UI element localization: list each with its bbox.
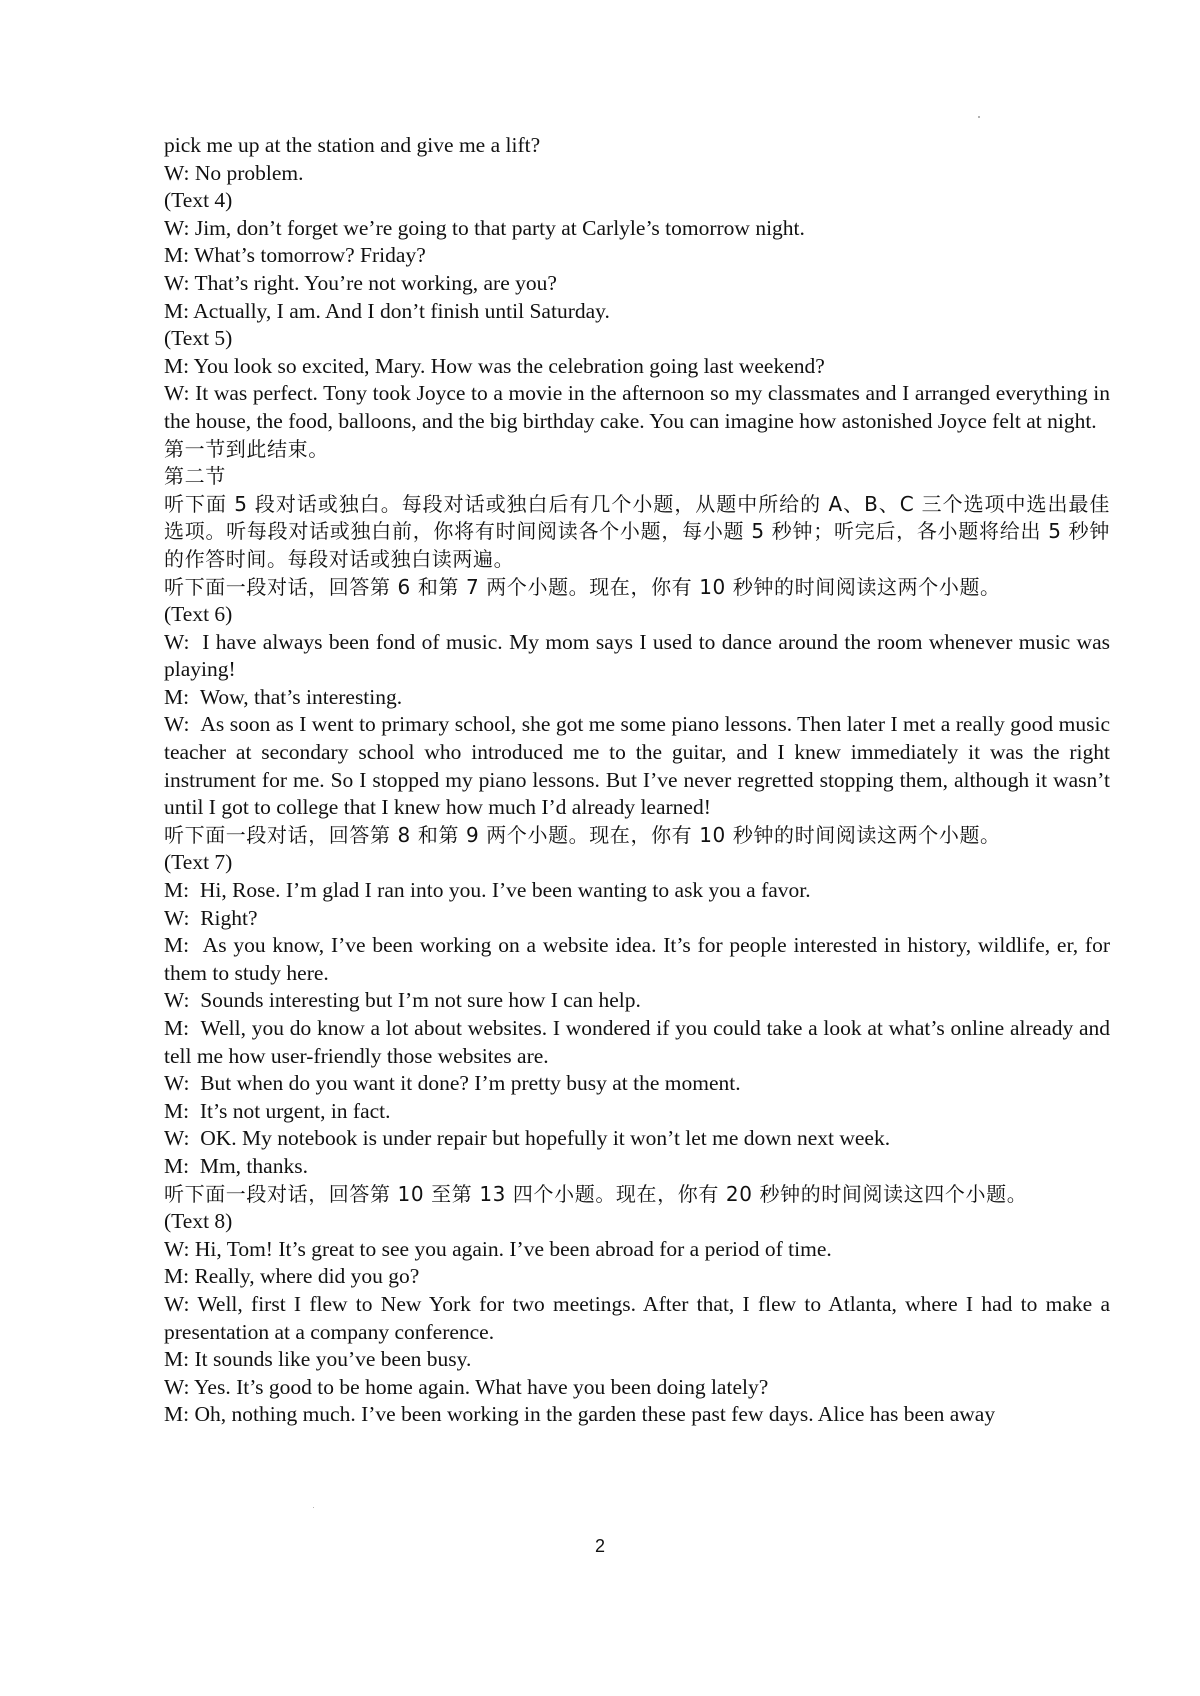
instruction-paragraph: 第一节到此结束。 <box>164 436 329 461</box>
transcript-line: M: You look so excited, Mary. How was the celebration going last weekend? <box>164 353 825 378</box>
transcript-line: W: Hi, Tom! It’s great to see you again. I’ve been abroad for a period of time. <box>164 1236 832 1261</box>
transcript-line: M: What’s tomorrow? Friday? <box>164 243 426 268</box>
transcript-line: W: Yes. It’s good to be home again. What have you been doing lately? <box>164 1374 769 1399</box>
transcript-line: M: Hi, Rose. I’m glad I ran into you. I’ve been wanting to ask you a favor. <box>164 878 811 903</box>
transcript-line: W: But when do you want it done? I’m pretty busy at the moment. <box>164 1071 741 1096</box>
transcript-line: M: Mm, thanks. <box>164 1153 308 1178</box>
scan-speck <box>313 1507 314 1508</box>
transcript-line: M: Well, you do know a lot about websites. I wondered if you could take a look at what’s online already and tell me how user-friendly those websites are. <box>164 1016 1110 1068</box>
transcript-line: M: As you know, I’ve been working on a website idea. It’s for people interested in history, wildlife, er, for them to study here. <box>164 933 1110 985</box>
transcript-line: M: Oh, nothing much. I’ve been working in the garden these past few days. Alice has been away <box>164 1402 996 1427</box>
transcript-line: W: Sounds interesting but I’m not sure how I can help. <box>164 988 641 1013</box>
transcript-line: W: Jim, don’t forget we’re going to that party at Carlyle’s tomorrow night. <box>164 215 805 240</box>
transcript-line: M: Wow, that’s interesting. <box>164 684 403 709</box>
scan-speck <box>978 116 980 118</box>
transcript-line: W: Right? <box>164 905 258 930</box>
transcript-line: W: I have always been fond of music. My mom says I used to dance around the room whenever music was playing! <box>164 629 1110 682</box>
transcript-line: W: Well, first I flew to New York for two meetings. After that, I flew to Atlanta, where I had to make a presentation at a company conference. <box>164 1291 1110 1344</box>
instruction-paragraph: 听下面 5 段对话或独白。每段对话或独白后有几个小题，从题中所给的 A、B、C 三个选项中选出最佳选项。听每段对话或独白前，你将有时间阅读各个小题，每小题 5 秒钟；听完后，各小题将给出 5 秒钟的作答时间。每段对话或独白读两遍。 <box>164 491 1110 571</box>
transcript-line: W: As soon as I went to primary school, she got me some piano lessons. Then later I met a really good music teacher at secondary school who introduced me to the guitar, and I knew immediately it was the right instrument for me. So I stopped my piano lessons. But I’ve never regretted stopping them, although it wasn’t until I got to college that I knew how much I’d already learned! <box>164 712 1110 820</box>
transcript-line: W: No problem. <box>164 160 304 185</box>
page-number: 2 <box>594 1536 605 1556</box>
instruction-paragraph: 听下面一段对话，回答第 6 和第 7 两个小题。现在，你有 10 秒钟的时间阅读这两个小题。 <box>164 574 1001 599</box>
instruction-paragraph: 第二节 <box>164 464 226 489</box>
transcript-line: M: Really, where did you go? <box>164 1264 420 1289</box>
transcript-line: pick me up at the station and give me a lift? <box>164 133 541 157</box>
transcript-line: (Text 5) <box>164 326 233 351</box>
transcript-line: W: OK. My notebook is under repair but hopefully it won’t let me down next week. <box>164 1126 891 1151</box>
transcript-line: M: It sounds like you’ve been busy. <box>164 1347 472 1372</box>
instruction-paragraph: 听下面一段对话，回答第 10 至第 13 四个小题。现在，你有 20 秒钟的时间阅读这四个小题。 <box>164 1181 1028 1206</box>
transcript-line: W: That’s right. You’re not working, are you? <box>164 270 557 295</box>
transcript-line: M: It’s not urgent, in fact. <box>164 1098 391 1123</box>
transcript-line: (Text 7) <box>164 850 233 875</box>
transcript-line: M: Actually, I am. And I don’t finish until Saturday. <box>164 298 610 323</box>
transcript-line: (Text 6) <box>164 602 233 627</box>
transcript-line: (Text 4) <box>164 188 233 213</box>
transcript-line: W: It was perfect. Tony took Joyce to a movie in the afternoon so my classmates and I arranged everything in the house, the food, balloons, and the big birthday cake. You can imagine how astonished Joyce felt at night. <box>164 381 1110 433</box>
instruction-paragraph: 听下面一段对话，回答第 8 和第 9 两个小题。现在，你有 10 秒钟的时间阅读这两个小题。 <box>164 822 1001 847</box>
transcript-line: (Text 8) <box>164 1209 233 1234</box>
transcript-body <box>164 132 1110 1429</box>
